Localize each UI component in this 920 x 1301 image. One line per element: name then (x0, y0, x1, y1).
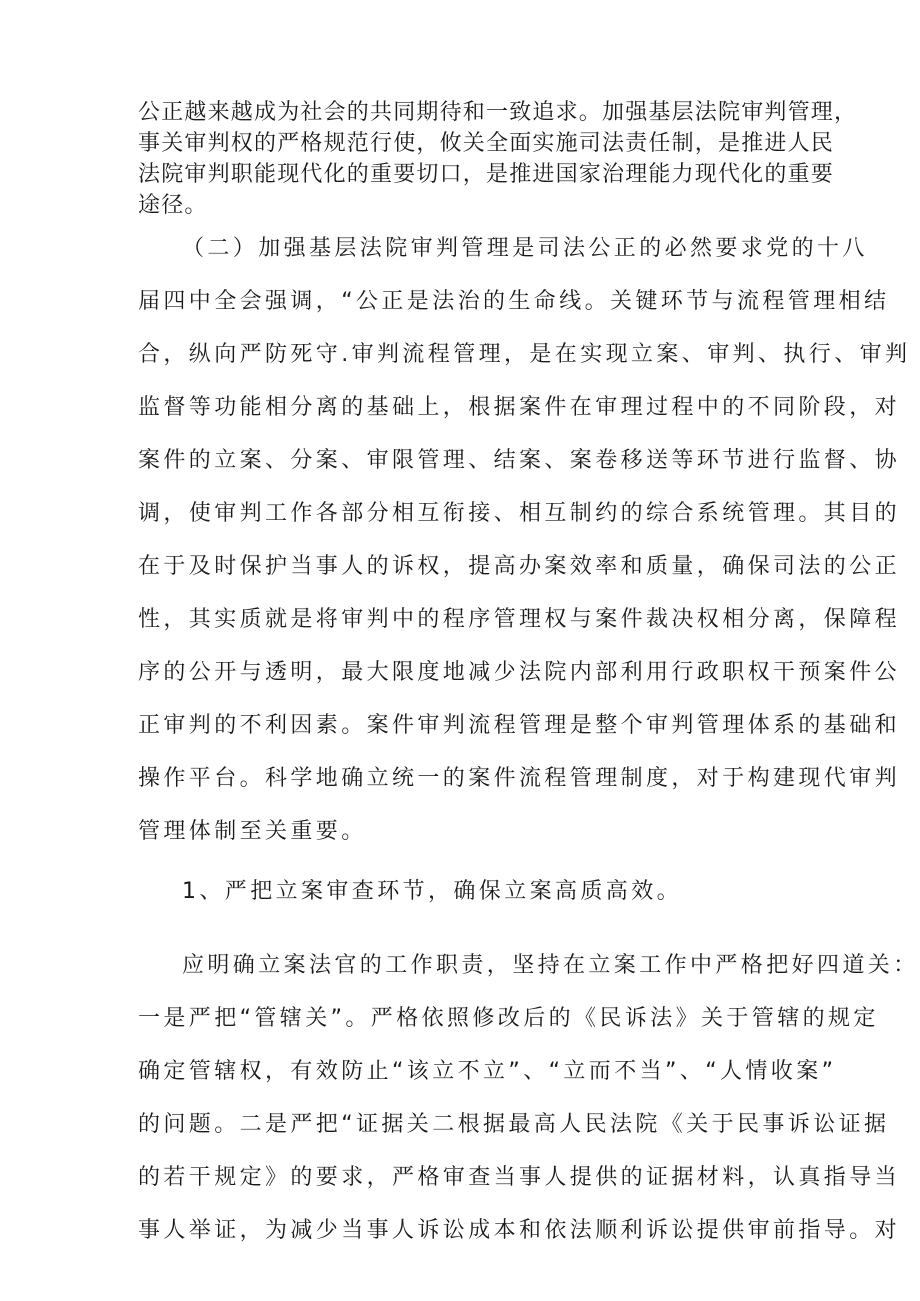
paragraph-2-line-8: 性，其实质就是将审判中的程序管理权与案件裁决权相分离，保障程 (138, 607, 901, 632)
subsection-heading: 1、严把立案审查环节，确保立案高质高效。 (182, 879, 682, 904)
paragraph-2-line-12: 管理体制至关重要。 (138, 819, 367, 844)
paragraph-2-line-10: 正审判的不利因素。案件审判流程管理是整个审判管理体系的基础和 (138, 713, 901, 738)
paragraph-2-line-5: 案件的立案、分案、审限管理、结案、案卷移送等环节进行监督、协 (138, 448, 901, 473)
paragraph-2-line-4: 监督等功能相分离的基础上，根据案件在审理过程中的不同阶段，对 (138, 395, 901, 420)
paragraph-3-line-5: 的若干规定》的要求，严格审查当事人提供的证据材料，认真指导当 (138, 1165, 901, 1190)
paragraph-2-line-11: 操作平台。科学地确立统一的案件流程管理制度，对于构建现代审判 (138, 766, 901, 791)
paragraph-1-line-1: 公正越来越成为社会的共同期待和一致追求。加强基层法院审判管理， (138, 100, 858, 125)
paragraph-2-line-1: （二）加强基层法院审判管理是司法公正的必然要求党的十八 (182, 236, 868, 261)
paragraph-1-line-4: 途径。 (138, 193, 208, 218)
paragraph-3-line-2: 一是严把“管辖关”。严格依照修改后的《民诉法》关于管辖的规定 (138, 1006, 879, 1031)
paragraph-2-line-3: 合，纵向严防死守.审判流程管理，是在实现立案、审判、执行、审判 (138, 342, 911, 367)
paragraph-2-line-2: 届四中全会强调，“公正是法治的生命线。关键环节与流程管理相结 (138, 289, 890, 314)
paragraph-3-line-6: 事人举证，为减少当事人诉讼成本和依法顺利诉讼提供审前指导。对 (138, 1218, 901, 1243)
paragraph-3-line-1: 应明确立案法官的工作职责，坚持在立案工作中严格把好四道关： (182, 953, 919, 978)
paragraph-2-line-6: 调，使审判工作各部分相互衔接、相互制约的综合系统管理。其目的 (138, 501, 901, 526)
paragraph-1-line-2: 事关审判权的严格规范行使，攸关全面实施司法责任制，是推进人民 (138, 131, 835, 156)
paragraph-2-line-9: 序的公开与透明，最大限度地减少法院内部利用行政职权干预案件公 (138, 660, 901, 685)
paragraph-3-line-4: 的问题。二是严把“证据关二根据最高人民法院《关于民事诉讼证据 (138, 1112, 890, 1137)
paragraph-1-line-3: 法院审判职能现代化的重要切口，是推进国家治理能力现代化的重要 (138, 162, 835, 187)
paragraph-3-line-3: 确定管辖权，有效防止“该立不立”、“立而不当”、“人情收案” (138, 1059, 837, 1084)
paragraph-2-line-7: 在于及时保护当事人的诉权，提高办案效率和质量，确保司法的公正 (138, 554, 901, 579)
